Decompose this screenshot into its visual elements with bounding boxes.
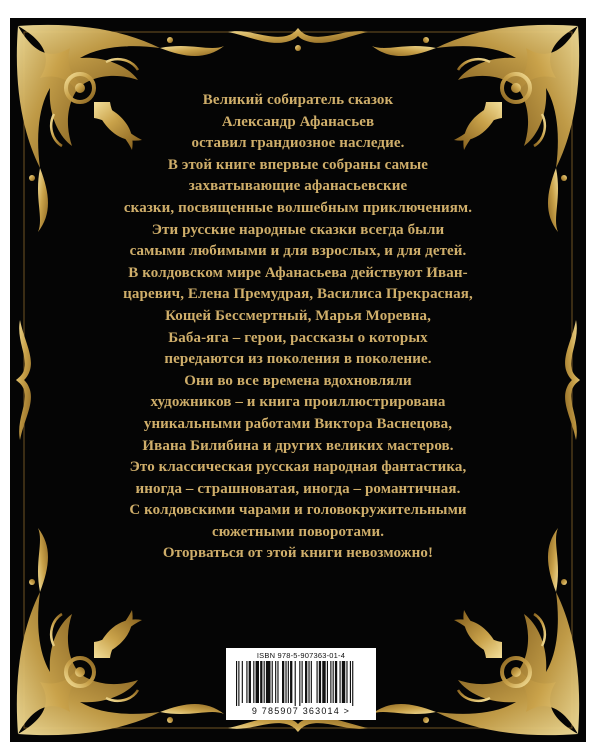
barcode-bar: [346, 661, 347, 703]
barcode-bar: [272, 661, 273, 703]
barcode-bar: [285, 661, 286, 703]
description-line: царевич, Елена Премудрая, Василиса Прекрасная,: [123, 286, 473, 303]
barcode-bar: [256, 661, 259, 703]
back-cover: [10, 18, 586, 742]
description-line: оставил грандиозное наследие.: [191, 135, 405, 152]
barcode-bar: [253, 661, 254, 703]
barcode-bar: [308, 661, 309, 703]
book-description: [10, 90, 586, 565]
description-line: В этой книге впервые собраны самые: [167, 156, 429, 173]
description-line: В колдовском мире Афанасьева действуют Иван-: [128, 264, 468, 281]
barcode-bar: [266, 661, 271, 703]
barcode-bar: [333, 661, 334, 703]
barcode-bar: [295, 661, 296, 707]
barcode-bar: [342, 661, 345, 703]
barcode-bar: [305, 661, 307, 703]
isbn-number: ISBN 978-5-907363-01-4: [256, 651, 346, 660]
barcode-bar: [335, 661, 337, 703]
barcode-bar: [330, 661, 331, 703]
barcode-bar: [264, 661, 265, 703]
description-line: Великий собиратель сказок: [202, 92, 394, 108]
description-line: Александр Афанасьев: [221, 113, 375, 130]
barcode-bar: [352, 661, 353, 707]
barcode-bar: [249, 661, 251, 703]
barcode-bar: [350, 661, 351, 703]
description-line: Эти русские народные сказки всегда были: [151, 221, 445, 238]
description-line: иногда – страшноватая, иногда – романтичная.: [135, 480, 461, 497]
barcode-digits: 9 785907 363014 >: [226, 706, 376, 716]
barcode-bar: [311, 661, 312, 703]
barcode-bar: [246, 661, 247, 703]
barcode-bar: [299, 661, 300, 707]
isbn-barcode: [226, 648, 376, 720]
barcode-bar: [317, 661, 318, 703]
barcode-bar: [238, 661, 239, 707]
barcode-bar: [288, 661, 289, 703]
barcode-bar: [277, 661, 278, 703]
barcode-bar: [290, 661, 292, 703]
barcode-bar: [322, 661, 325, 703]
description-line: самыми любимыми и для взрослых, и для детей.: [129, 243, 467, 260]
description-line: Это классическая русская народная фантастика,: [129, 459, 467, 476]
description-line: художников – и книга проиллюстрирована: [150, 394, 446, 411]
description-line: Ивана Билибина и других великих мастеров.: [142, 437, 454, 454]
description-line: сюжетными поворотами.: [211, 523, 385, 540]
barcode-bar: [275, 661, 276, 703]
description-line: захватывающие афанасьевские: [188, 178, 408, 195]
barcode-bar: [302, 661, 303, 703]
description-line: С колдовскими чарами и головокружительными: [129, 502, 467, 519]
barcode-bar: [340, 661, 341, 703]
barcode-bar: [236, 661, 237, 707]
barcode-bar: [260, 661, 262, 703]
barcode-bar: [319, 661, 321, 703]
description-line: Кощей Бессмертный, Марья Моревна,: [165, 307, 431, 324]
description-line: уникальными работами Виктора Васнецова,: [143, 415, 453, 432]
barcode-bar: [282, 661, 284, 703]
barcode-bar: [242, 661, 243, 703]
barcode-bars: [234, 661, 368, 709]
description-line: Баба-яга – герои, рассказы о которых: [168, 329, 428, 346]
description-line: передаются из поколения в поколение.: [164, 351, 432, 368]
description-line: Они во все времена вдохновляли: [184, 372, 412, 389]
barcode-bar: [327, 661, 328, 703]
description-line: сказки, посвященные волшебным приключениям.: [123, 199, 473, 216]
description-line: Оторваться от этой книги невозможно!: [162, 545, 434, 562]
